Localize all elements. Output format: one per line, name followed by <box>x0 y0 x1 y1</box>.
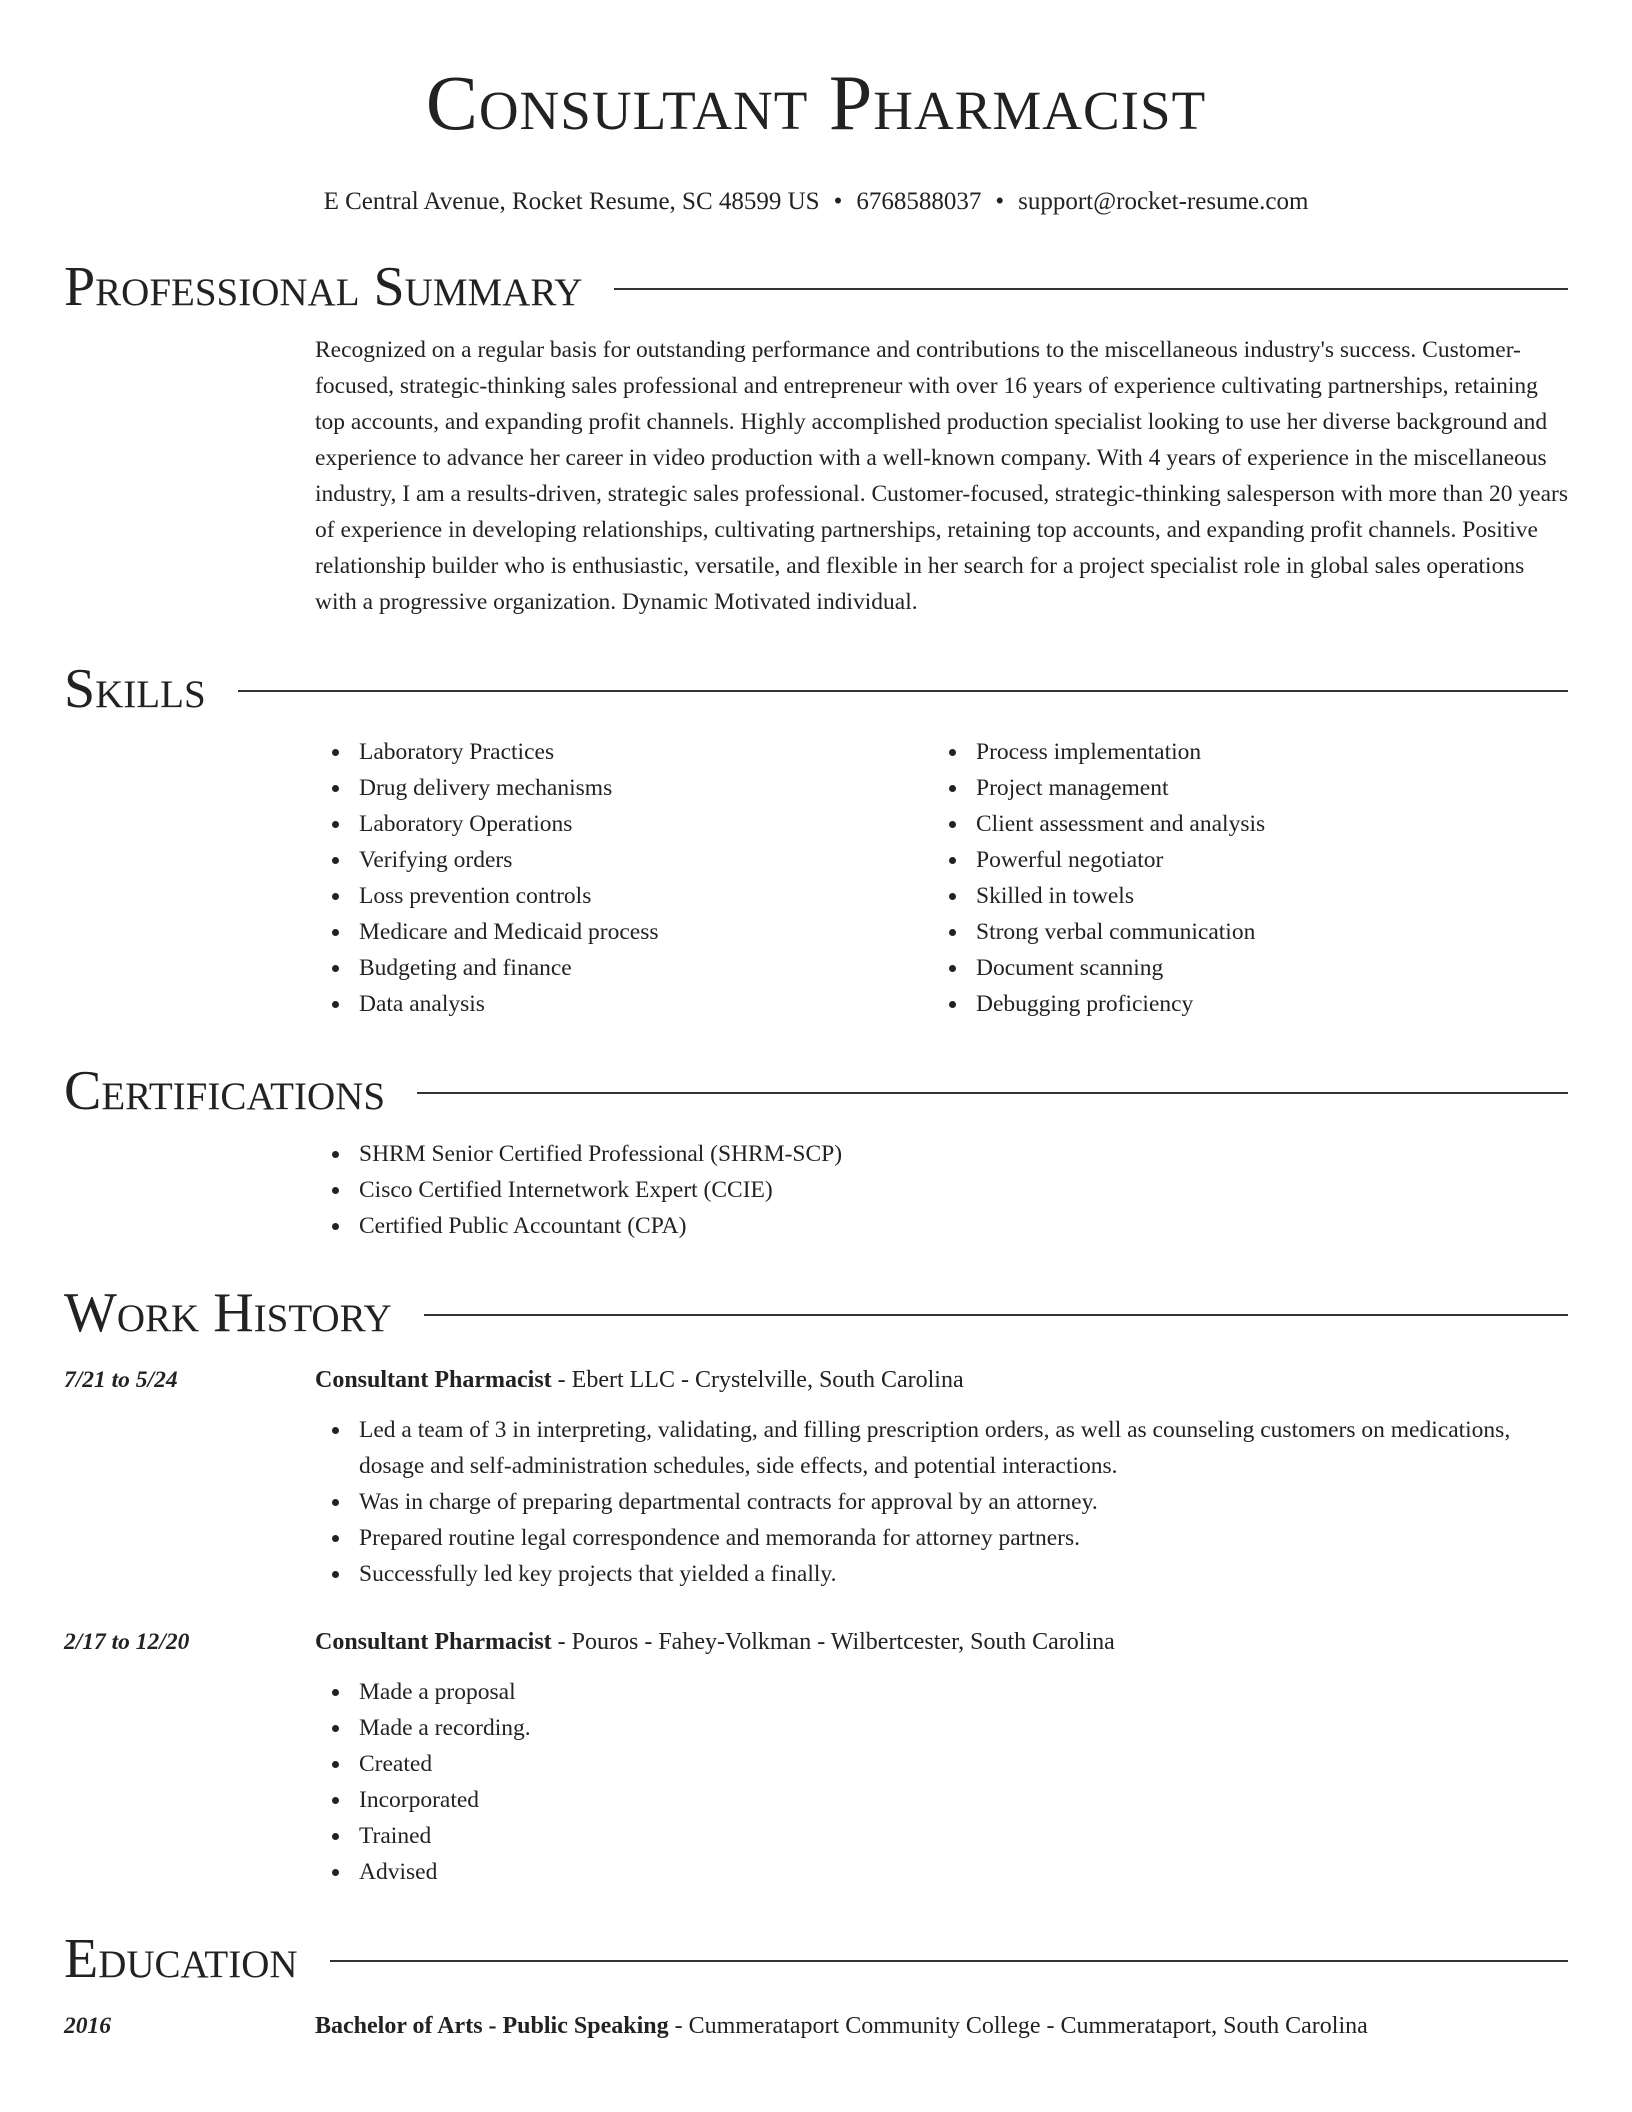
contact-phone: 6768588037 <box>856 188 982 215</box>
job-duty: Was in charge of preparing departmental contracts for approval by an attorney. <box>359 1484 1568 1520</box>
skill-item: Document scanning <box>976 950 1549 986</box>
section-divider <box>424 1314 1568 1316</box>
job-entry <box>64 1624 1568 1890</box>
contact-separator: • <box>833 188 843 215</box>
certifications-block <box>315 1136 1568 1244</box>
skill-item: Laboratory Operations <box>359 806 932 842</box>
job-body <box>315 1362 1568 1592</box>
skill-item: Loss prevention controls <box>359 878 932 914</box>
job-title: Consultant Pharmacist <box>315 1629 552 1655</box>
section-title: Professional Summary <box>64 256 583 318</box>
job-duty: Advised <box>359 1854 1568 1890</box>
skills-list-left <box>315 734 932 1022</box>
education-degree: Bachelor of Arts - Public Speaking <box>315 2013 669 2039</box>
section-divider <box>330 1960 1568 1962</box>
certification-item: Certified Public Accountant (CPA) <box>359 1208 1568 1244</box>
job-duty: Made a recording. <box>359 1710 1568 1746</box>
section-divider <box>417 1092 1568 1094</box>
skill-item: Project management <box>976 770 1549 806</box>
job-duty: Successfully led key projects that yielded a finally. <box>359 1556 1568 1592</box>
job-title-line <box>315 1362 1568 1398</box>
candidate-name: Consultant Pharmacist <box>425 59 1207 146</box>
skill-item: Debugging proficiency <box>976 986 1549 1022</box>
section-divider <box>238 690 1568 692</box>
job-duty: Trained <box>359 1818 1568 1854</box>
job-duties <box>315 1674 1568 1890</box>
education-entry <box>64 2008 1568 2044</box>
job-dates: 2/17 to 12/20 <box>64 1629 190 1655</box>
education-line <box>315 2008 1568 2044</box>
contact-separator: • <box>995 188 1005 215</box>
section-title: Skills <box>64 658 206 720</box>
certification-item: SHRM Senior Certified Professional (SHRM-SCP) <box>359 1136 1568 1172</box>
skill-item: Skilled in towels <box>976 878 1549 914</box>
summary-section-header <box>64 252 1568 322</box>
certification-item: Cisco Certified Internetwork Expert (CCIE) <box>359 1172 1568 1208</box>
work-section-header <box>64 1278 1568 1348</box>
education-school: - Cummerataport Community College - Cummerataport, South Carolina <box>668 2013 1368 2039</box>
skills-column-left <box>315 734 932 1022</box>
job-duty: Made a proposal <box>359 1674 1568 1710</box>
job-title: Consultant Pharmacist <box>315 1367 552 1393</box>
skill-item: Data analysis <box>359 986 932 1022</box>
job-body <box>315 1624 1568 1890</box>
education-section-header <box>64 1924 1568 1994</box>
skills-section-header <box>64 654 1568 724</box>
job-duties <box>315 1412 1568 1592</box>
job-title-line <box>315 1624 1568 1660</box>
summary-text: Recognized on a regular basis for outstanding performance and contributions to the miscellaneous industry's success. Customer-focused, strategic-thinking sales professional and entrepreneur with over 16 years of experience cultivating partnerships, retaining top accounts, and expanding profit channels. Highly accomplished production specialist looking to use her diverse background and experience to advance her career in video production with a well-known company. With 4 years of experience in the miscellaneous industry, I am a results-driven, strategic sales professional. Customer-focused, strategic-thinking salesperson with more than 20 years of experience in developing relationships, cultivating partnerships, retaining top accounts, and expanding profit channels. Positive relationship builder who is enthusiastic, versatile, and flexible in her search for a project specialist role in global sales operations with a progressive organization. Dynamic Motivated individual. <box>315 337 1568 615</box>
skills-grid <box>315 734 1568 1022</box>
skill-item: Drug delivery mechanisms <box>359 770 932 806</box>
section-title: Education <box>64 1928 298 1990</box>
job-duty: Created <box>359 1746 1568 1782</box>
job-duty: Led a team of 3 in interpreting, validating, and filling prescription orders, as well as counseling customers on medications, dosage and self-administration schedules, side effects, and potential interactions. <box>359 1412 1568 1484</box>
education-body <box>315 2008 1568 2044</box>
contact-line <box>64 186 1568 218</box>
education-date: 2016 <box>64 2013 111 2039</box>
skills-list-right <box>932 734 1549 1022</box>
skill-item: Process implementation <box>976 734 1549 770</box>
job-employer: - Ebert LLC - Crystelville, South Carolina <box>551 1367 964 1393</box>
section-title: Certifications <box>64 1060 386 1122</box>
job-duty: Prepared routine legal correspondence and memoranda for attorney partners. <box>359 1520 1568 1556</box>
skill-item: Budgeting and finance <box>359 950 932 986</box>
skill-item: Powerful negotiator <box>976 842 1549 878</box>
skill-item: Verifying orders <box>359 842 932 878</box>
job-dates: 7/21 to 5/24 <box>64 1367 178 1393</box>
section-title: Work History <box>64 1282 392 1344</box>
certifications-list <box>315 1136 1568 1244</box>
skill-item: Client assessment and analysis <box>976 806 1549 842</box>
job-duty: Incorporated <box>359 1782 1568 1818</box>
job-employer: - Pouros - Fahey-Volkman - Wilbertcester, South Carolina <box>551 1629 1115 1655</box>
skill-item: Strong verbal communication <box>976 914 1549 950</box>
job-entry <box>64 1362 1568 1592</box>
contact-email: support@rocket-resume.com <box>1018 188 1309 215</box>
skills-column-right <box>932 734 1549 1022</box>
skill-item: Laboratory Practices <box>359 734 932 770</box>
skill-item: Medicare and Medicaid process <box>359 914 932 950</box>
contact-address: E Central Avenue, Rocket Resume, SC 48599 US <box>323 188 820 215</box>
certifications-section-header <box>64 1056 1568 1126</box>
section-divider <box>614 288 1568 290</box>
